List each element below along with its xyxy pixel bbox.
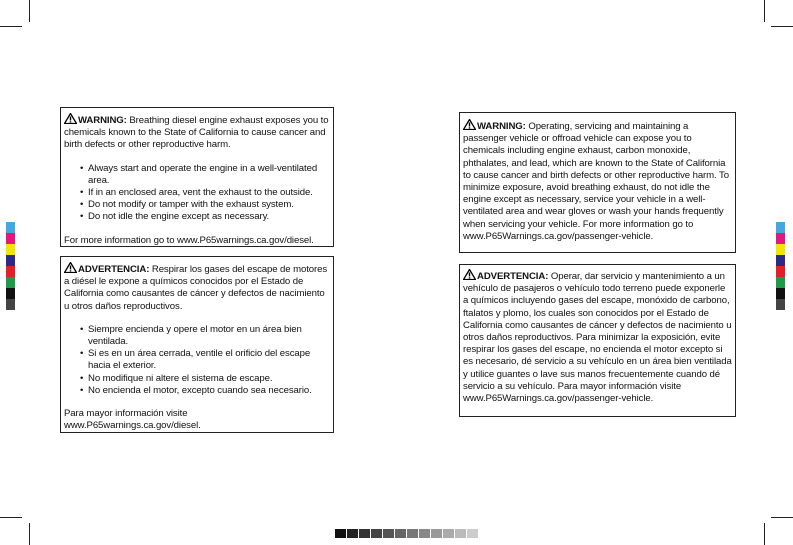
warning-body <box>463 269 732 405</box>
list-item: • Si es en un área cerrada, ventile el orificio del escape hacia el exterior. <box>80 348 330 372</box>
color-calibration-strip-right <box>776 222 785 310</box>
gray-swatch <box>443 529 454 538</box>
bullet-list <box>80 163 330 224</box>
grayscale-calibration-strip <box>335 529 479 538</box>
crop-mark-bottom-left-h <box>0 517 22 518</box>
gray-swatch <box>419 529 430 538</box>
gray-swatch <box>335 529 346 538</box>
gray-swatch <box>347 529 358 538</box>
warning-heading: WARNING: <box>477 121 526 132</box>
color-swatch <box>776 255 785 266</box>
crop-mark-top-left-h <box>0 26 22 27</box>
color-swatch <box>6 244 15 255</box>
warning-body-text: Operar, dar servicio y mantenimiento a un vehículo de pasajeros o vehículo todo terreno puede exponerle a químicos incluyendo gases del escape, monóxido de carbono, ftalatos y plomo, los cuales son conocidos por el Estado de California como causantes de cáncer y defectos de nacimiento u otros daños reproductivos. Para minimizar la exposición, evite respirar los gases del escape, no encienda el motor excepto si es necesario, dé servicio a su vehículo en un área bien ventilada y utilice guantes o lave sus manos frecuentemente cuando dé servicio a su vehículo. Para mayor información visite www.P65Warnings.ca.gov/passenger-vehicle. <box>463 271 732 405</box>
gray-swatch <box>467 529 478 538</box>
color-swatch <box>776 288 785 299</box>
crop-mark-top-right <box>764 0 765 22</box>
warning-body <box>463 119 732 243</box>
color-swatch <box>6 233 15 244</box>
warning-intro <box>64 113 330 152</box>
warning-box-vehicle-es <box>459 264 736 417</box>
crop-mark-bottom-right <box>764 523 765 545</box>
gray-swatch <box>371 529 382 538</box>
list-item: • Do not modify or tamper with the exhaust system. <box>80 199 330 211</box>
color-swatch <box>776 266 785 277</box>
gray-swatch <box>395 529 406 538</box>
more-info-text: Para mayor información visite www.P65warnings.ca.gov/diesel. <box>64 408 201 432</box>
warning-triangle-icon <box>463 119 476 130</box>
color-swatch <box>776 222 785 233</box>
color-swatch <box>6 277 15 288</box>
color-swatch <box>6 299 15 310</box>
warning-box-diesel-en <box>60 107 334 247</box>
bullet-list <box>80 324 330 397</box>
warning-box-vehicle-en <box>459 112 736 253</box>
gray-swatch <box>455 529 466 538</box>
color-swatch <box>776 244 785 255</box>
warning-intro-text: Breathing diesel engine exhaust exposes you to chemicals known to the State of California to cause cancer and birth defects or other reproductive harm. <box>64 115 329 151</box>
crop-mark-top-left <box>29 0 30 22</box>
list-item: • Do not idle the engine except as necessary. <box>80 211 330 223</box>
gray-swatch <box>431 529 442 538</box>
list-item: • No encienda el motor, excepto cuando sea necesario. <box>80 385 330 397</box>
crop-mark-bottom-right-h <box>771 517 793 518</box>
list-item: • If in an enclosed area, vent the exhaust to the outside. <box>80 187 330 199</box>
warning-box-diesel-es <box>60 256 334 433</box>
color-calibration-strip-left <box>6 222 15 310</box>
gray-swatch <box>407 529 418 538</box>
warning-heading: ADVERTENCIA: <box>78 264 150 275</box>
more-info-text: For more information go to www.P65warnings.ca.gov/diesel. <box>64 234 314 246</box>
color-swatch <box>6 255 15 266</box>
warning-triangle-icon <box>463 269 476 280</box>
warning-intro-text: Respirar los gases del escape de motores a diésel le expone a químicos conocidos por el Estado de California como causantes de cáncer y defectos de nacimiento u otros daños reproductivos. <box>64 264 328 312</box>
crop-mark-top-right-h <box>771 26 793 27</box>
color-swatch <box>6 222 15 233</box>
color-swatch <box>6 266 15 277</box>
warning-heading: WARNING: <box>78 115 127 126</box>
warning-body-text: Operating, servicing and maintaining a passenger vehicle or offroad vehicle can expose you to chemicals including engine exhaust, carbon monoxide, phthalates, and lead, which are known to the State of California to cause cancer and birth defects or other reproductive harm. To minimize exposure, avoid breathing exhaust, do not idle the engine except as necessary, service your vehicle in a well-ventilated area and wear gloves or wash your hands frequently when servicing your vehicle. For more information go to www.P65Warnings.ca.gov/passenger-vehicle. <box>463 121 729 242</box>
gray-swatch <box>383 529 394 538</box>
warning-triangle-icon <box>64 262 77 273</box>
color-swatch <box>776 299 785 310</box>
list-item: • Siempre encienda y opere el motor en un área bien ventilada. <box>80 324 330 348</box>
color-swatch <box>776 277 785 288</box>
color-swatch <box>776 233 785 244</box>
crop-mark-bottom-left <box>29 523 30 545</box>
list-item: • Always start and operate the engine in a well-ventilated area. <box>80 163 330 187</box>
gray-swatch <box>359 529 370 538</box>
list-item: • No modifique ni altere el sistema de escape. <box>80 373 330 385</box>
warning-heading: ADVERTENCIA: <box>477 271 549 282</box>
warning-triangle-icon <box>64 113 77 124</box>
warning-intro <box>64 262 330 313</box>
color-swatch <box>6 288 15 299</box>
